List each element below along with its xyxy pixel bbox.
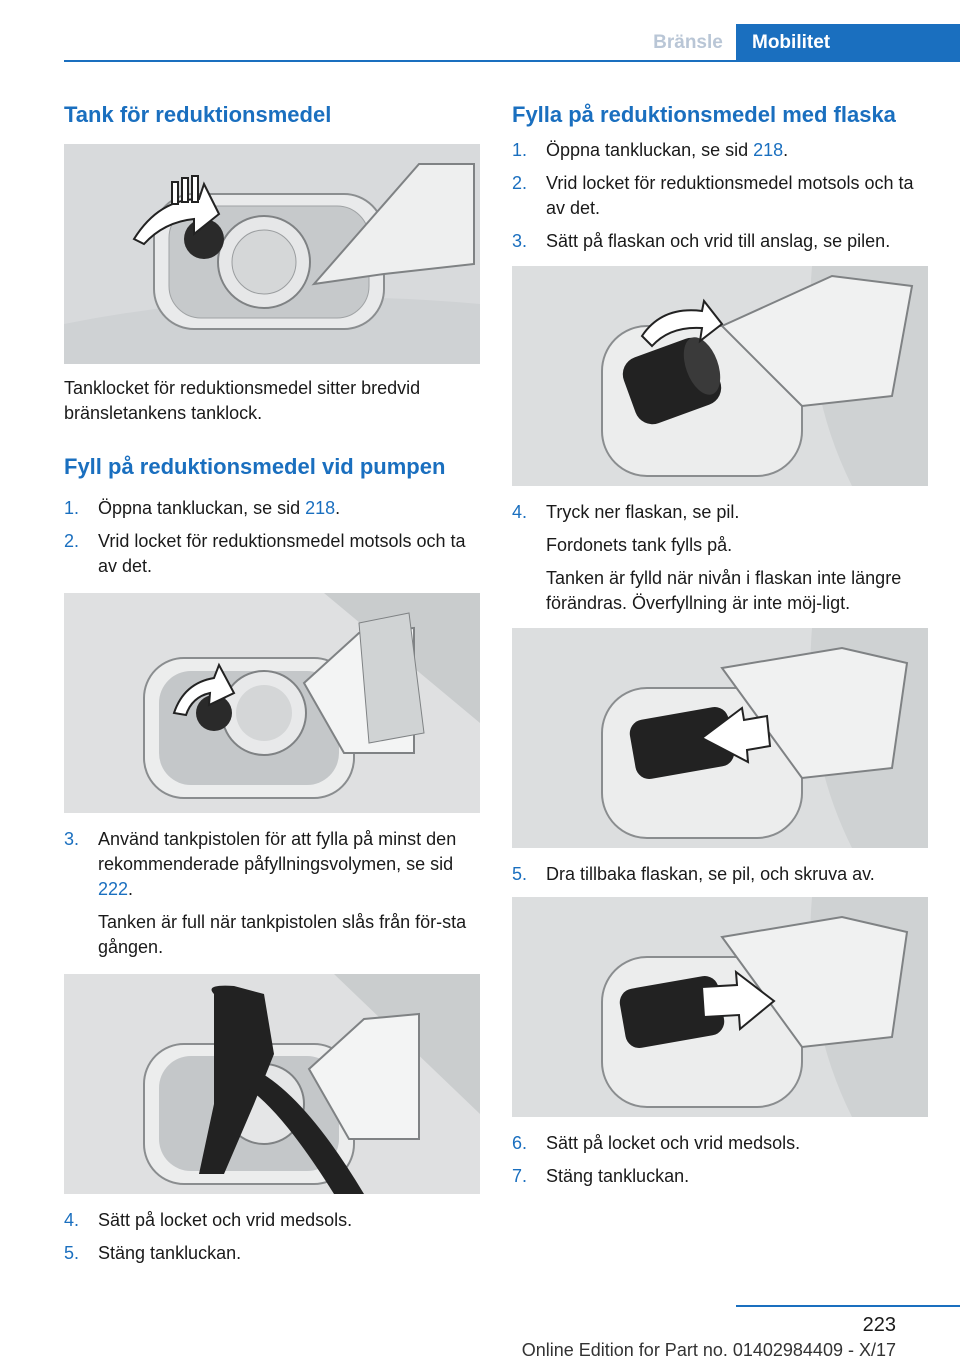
bottle-steps-end	[512, 1131, 928, 1189]
list-item	[64, 1241, 480, 1266]
list-item	[512, 1164, 928, 1189]
right-column	[512, 100, 928, 1197]
list-item	[512, 500, 928, 616]
list-item	[512, 138, 928, 163]
footer-rule	[736, 1305, 960, 1307]
figure-cap-removal	[64, 593, 480, 813]
page-link-218[interactable]: 218	[753, 140, 784, 160]
step-number: 4.	[512, 502, 528, 522]
footer-edition: Online Edition for Part no. 01402984409 - X/17	[521, 1340, 896, 1360]
page-number: 223	[862, 1314, 896, 1336]
list-item	[64, 529, 480, 579]
list-item	[512, 1131, 928, 1156]
step-text: Öppna tankluckan, se sid	[546, 140, 754, 160]
tank-caption: Tanklocket för reduktionsmedel sitter bredvid bränsletankens tanklock.	[64, 378, 421, 423]
page-link-218[interactable]: 218	[305, 498, 336, 518]
list-item	[64, 496, 480, 521]
figure-bottle-rotate	[512, 266, 928, 486]
step-text: Sätt på flaskan och vrid till anslag, se pilen.	[546, 231, 891, 251]
step-number: 2.	[64, 531, 80, 551]
list-item	[512, 171, 928, 221]
section-title-bottle: Fylla på reduktionsmedel med flaska	[512, 102, 896, 127]
tab-mobilitet[interactable]: Mobilitet	[736, 24, 960, 62]
bottle-steps	[512, 138, 928, 254]
step-text: Tryck ner flaskan, se pil.	[546, 502, 740, 522]
step-number: 3.	[64, 829, 80, 849]
section-title-pump: Fyll på reduktionsmedel vid pumpen	[64, 454, 446, 479]
step-text: Dra tillbaka flaskan, se pil, och skruva av.	[546, 864, 875, 884]
step-number: 1.	[512, 140, 528, 160]
figure-bottle-pull	[512, 897, 928, 1117]
step-number: 5.	[512, 864, 528, 884]
step-text: Sätt på locket och vrid medsols.	[98, 1210, 353, 1230]
pump-steps	[64, 496, 480, 579]
step-text-end: .	[335, 498, 341, 518]
step-subtext: Tanken är fylld när nivån i flaskan inte längre förändras. Överfyllning är inte möj-ligt.	[546, 568, 902, 613]
left-column	[64, 100, 480, 1274]
step-number: 5.	[64, 1243, 80, 1263]
step-number: 3.	[512, 231, 528, 251]
bottle-steps-4	[512, 500, 928, 616]
section-title-tank: Tank för reduktionsmedel	[64, 102, 332, 127]
step-text-end: .	[783, 140, 789, 160]
bottle-steps-5	[512, 862, 928, 887]
list-item	[64, 1208, 480, 1233]
step-text: Använd tankpistolen för att fylla på minst den rekommenderade påfyllningsvolymen, se sid	[98, 829, 457, 874]
step-number: 4.	[64, 1210, 80, 1230]
step-number: 1.	[64, 498, 80, 518]
pump-steps-end	[64, 1208, 480, 1266]
step-number: 2.	[512, 173, 528, 193]
step-number: 6.	[512, 1133, 528, 1153]
step-text: Stäng tankluckan.	[98, 1243, 242, 1263]
pump-steps-cont	[64, 827, 480, 960]
figure-bottle-push	[512, 628, 928, 848]
step-text: Öppna tankluckan, se sid	[98, 498, 306, 518]
step-text: Stäng tankluckan.	[546, 1166, 690, 1186]
step-text: Sätt på locket och vrid medsols.	[546, 1133, 801, 1153]
step-text-end: .	[128, 879, 134, 899]
step-number: 7.	[512, 1166, 528, 1186]
list-item	[64, 827, 480, 960]
step-text: Vrid locket för reduktionsmedel motsols och ta av det.	[546, 173, 914, 218]
step-text: Vrid locket för reduktionsmedel motsols och ta av det.	[98, 531, 466, 576]
figure-pump-nozzle	[64, 974, 480, 1194]
list-item	[512, 862, 928, 887]
tab-bransle[interactable]: Bränsle	[653, 32, 723, 53]
page-link-222[interactable]: 222	[98, 879, 129, 899]
figure-tank-cap-overview	[64, 144, 480, 364]
step-subtext: Fordonets tank fylls på.	[546, 535, 733, 555]
list-item	[512, 229, 928, 254]
step-subtext: Tanken är full när tankpistolen slås från för-sta gången.	[98, 912, 467, 957]
